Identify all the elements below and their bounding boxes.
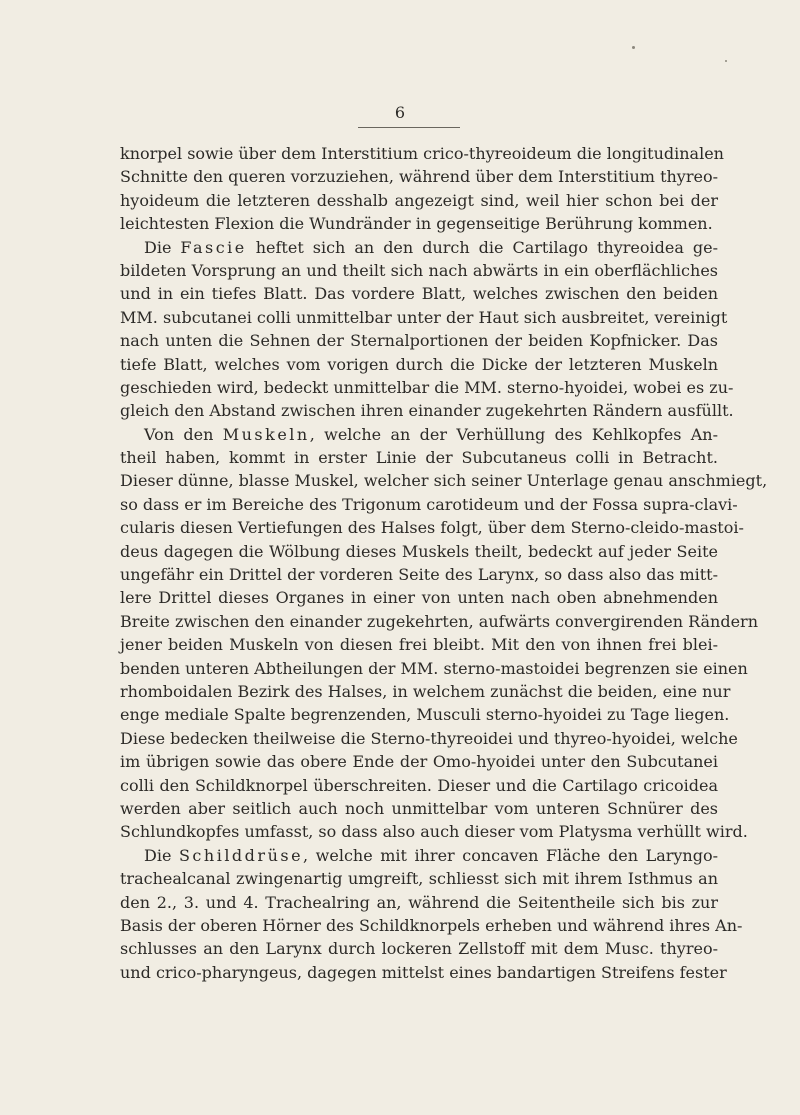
lead-word: Von den xyxy=(144,424,223,444)
spaced-term: Fascie xyxy=(180,237,247,257)
text-line: Breite zwischen den einander zugekehrten, aufwärts convergirenden Rändern xyxy=(120,611,759,631)
text-line: cularis diesen Vertiefungen des Halses folgt, über dem Sterno-cleido-mastoi- xyxy=(120,518,744,538)
lead-word: Die xyxy=(144,845,179,865)
text-line: im übrigen sowie das obere Ende der Omo-hyoidei unter den Subcutanei xyxy=(120,752,718,772)
text-line: geschieden wird, bedeckt unmittelbar die MM. sterno-hyoidei, wobei es zu- xyxy=(120,377,734,397)
paragraph-first-line xyxy=(120,236,718,259)
text-line: hyoideum die letzteren desshalb angezeigt sind, weil hier schon bei der xyxy=(120,190,718,210)
text-line: ungefähr ein Drittel der vorderen Seite des Larynx, so dass also das mitt- xyxy=(120,565,718,585)
text-line: colli den Schildknorpel überschreiten. Dieser und die Cartilago cricoidea xyxy=(120,775,718,795)
text-line: MM. subcutanei colli unmittelbar unter der Haut sich ausbreitet, vereinigt xyxy=(120,307,728,327)
text-line: rhomboidalen Bezirk des Halses, in welchem zunächst die beiden, eine nur xyxy=(120,681,731,701)
text-line: werden aber seitlich auch noch unmittelbar vom unteren Schnürer des xyxy=(120,798,718,818)
text-line: enge mediale Spalte begrenzenden, Musculi sterno-hyoidei zu Tage liegen. xyxy=(120,705,730,725)
spaced-term: Schilddrüse xyxy=(178,845,304,865)
text-line: lere Drittel dieses Organes in einer von unten nach oben abnehmenden xyxy=(120,588,718,608)
text-line: schlusses an den Larynx durch lockeren Zellstoff mit dem Musc. thyreo- xyxy=(120,939,718,959)
lead-word: Die xyxy=(144,237,181,257)
text-line: deus dagegen die Wölbung dieses Muskels theilt, bedeckt auf jeder Seite xyxy=(120,541,718,561)
line-rest: heftet sich an den durch die Cartilago thyreoidea ge- xyxy=(246,237,719,257)
text-line: Schlundkopfes umfasst, so dass also auch dieser vom Platysma verhüllt wird. xyxy=(120,822,748,842)
text-line: Dieser dünne, blasse Muskel, welcher sich seiner Unterlage genau anschmiegt, xyxy=(120,471,768,491)
text-line: knorpel sowie über dem Interstitium crico-thyreoideum die longitudinalen xyxy=(120,144,724,163)
text-line: den 2., 3. und 4. Trachealring an, während die Seitentheile sich bis zur xyxy=(120,892,718,912)
page-number: 6 xyxy=(394,103,406,122)
text-line: Schnitte den queren vorzuziehen, während über dem Interstitium thyreo- xyxy=(120,167,718,187)
header-rule xyxy=(358,127,460,128)
spaced-term: Muskeln xyxy=(222,424,310,444)
paragraph-first-line xyxy=(120,423,718,446)
text-line: und in ein tiefes Blatt. Das vordere Blatt, welches zwischen den beiden xyxy=(120,284,718,304)
body-text xyxy=(120,142,768,984)
text-line: nach unten die Sehnen der Sternalportionen der beiden Kopfnicker. Das xyxy=(120,331,718,351)
text-line: und crico-pharyngeus, dagegen mittelst eines bandartigen Streifens fester xyxy=(120,962,727,982)
paper-speck xyxy=(632,46,635,49)
text-line: jener beiden Muskeln von diesen frei bleibt. Mit den von ihnen frei blei- xyxy=(120,635,718,655)
text-line: benden unteren Abtheilungen der MM. sterno-mastoidei begrenzen sie einen xyxy=(120,658,748,678)
text-line: Basis der oberen Hörner des Schildknorpels erheben und während ihres An- xyxy=(120,915,743,935)
text-line: tiefe Blatt, welches vom vorigen durch die Dicke der letzteren Muskeln xyxy=(120,354,718,374)
line-rest: , welche mit ihrer concaven Fläche den Laryngo- xyxy=(303,845,719,865)
text-line: theil haben, kommt in erster Linie der Subcutaneus colli in Betracht. xyxy=(120,448,718,468)
text-line: bildeten Vorsprung an und theilt sich nach abwärts in ein oberflächliches xyxy=(120,260,718,280)
paragraph-first-line xyxy=(120,844,718,867)
text-line: leichtesten Flexion die Wundränder in gegenseitige Berührung kommen. xyxy=(120,214,713,234)
text-line: Diese bedecken theilweise die Sterno-thyreoidei und thyreo-hyoidei, welche xyxy=(120,728,738,748)
text-line: so dass er im Bereiche des Trigonum carotideum und der Fossa supra-clavi- xyxy=(120,494,738,514)
paper-speck xyxy=(725,60,727,62)
text-line: trachealcanal zwingenartig umgreift, schliesst sich mit ihrem Isthmus an xyxy=(120,869,718,889)
line-rest: , welche an der Verhüllung des Kehlkopfes An- xyxy=(309,424,719,444)
text-line: gleich den Abstand zwischen ihren einander zugekehrten Rändern ausfüllt. xyxy=(120,401,734,421)
